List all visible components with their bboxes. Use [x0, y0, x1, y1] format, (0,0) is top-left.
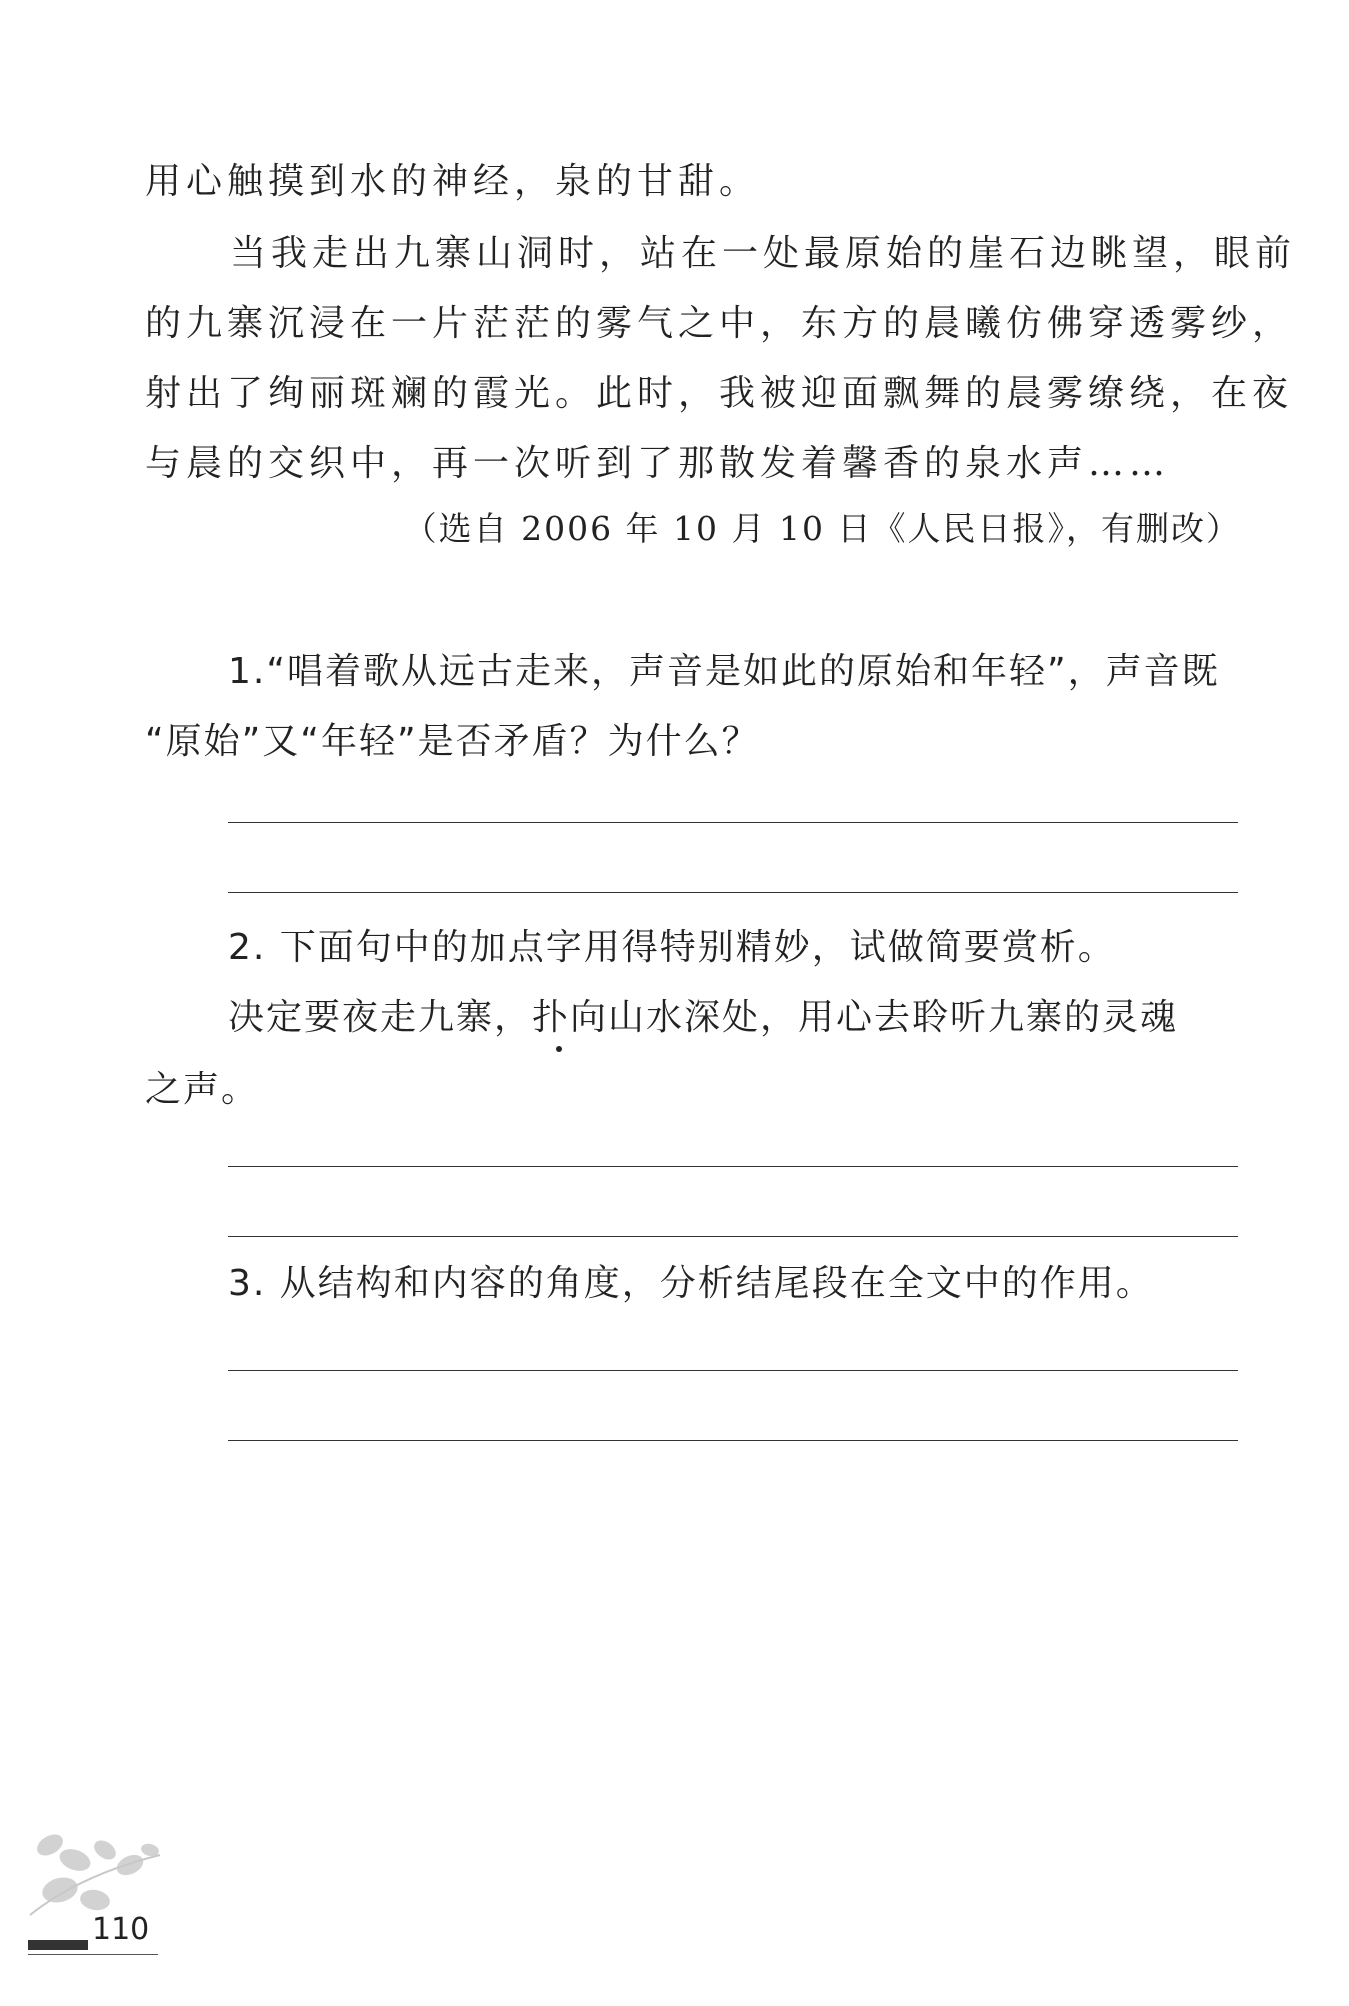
passage-line: 用心触摸到水的神经，泉的甘甜。: [145, 161, 761, 202]
source-citation: （选自 2006 年 10 月 10 日《人民日报》，有删改）: [403, 509, 1241, 548]
question-2-line: 决定要夜走九寨，扑向山水深处，用心去聆听九寨的灵魂: [228, 997, 1179, 1038]
passage-line: 的九寨沉浸在一片茫茫的雾气之中，东方的晨曦仿佛穿透雾纱，: [145, 303, 1294, 344]
passage-line: 射出了绚丽斑斓的霞光。此时，我被迎面飘舞的晨雾缭绕，在夜: [145, 373, 1294, 414]
answer-line[interactable]: [228, 822, 1238, 823]
question-2-line: 之声。: [145, 1069, 260, 1110]
passage-line: 当我走出九寨山洞时，站在一处最原始的崖石边眺望，眼前: [230, 233, 1297, 274]
footer-bar: [28, 1940, 88, 1950]
question-2-line: 2. 下面句中的加点字用得特别精妙，试做简要赏析。: [228, 927, 1116, 968]
question-1-line: “原始”又“年轻”是否矛盾？为什么？: [145, 721, 760, 762]
answer-line[interactable]: [228, 1370, 1238, 1371]
answer-line[interactable]: [228, 1440, 1238, 1441]
page-number: 110: [92, 1912, 150, 1947]
answer-line[interactable]: [228, 892, 1238, 893]
answer-line[interactable]: [228, 1166, 1238, 1167]
answer-line[interactable]: [228, 1236, 1238, 1237]
passage-line: 与晨的交织中，再一次听到了那散发着馨香的泉水声……: [145, 443, 1171, 484]
emphasis-dot: [556, 1046, 562, 1052]
question-1-line: 1.“唱着歌从远古走来，声音是如此的原始和年轻”，声音既: [228, 651, 1220, 692]
question-3-line: 3. 从结构和内容的角度，分析结尾段在全文中的作用。: [228, 1263, 1154, 1304]
footer-rule: [28, 1954, 158, 1955]
